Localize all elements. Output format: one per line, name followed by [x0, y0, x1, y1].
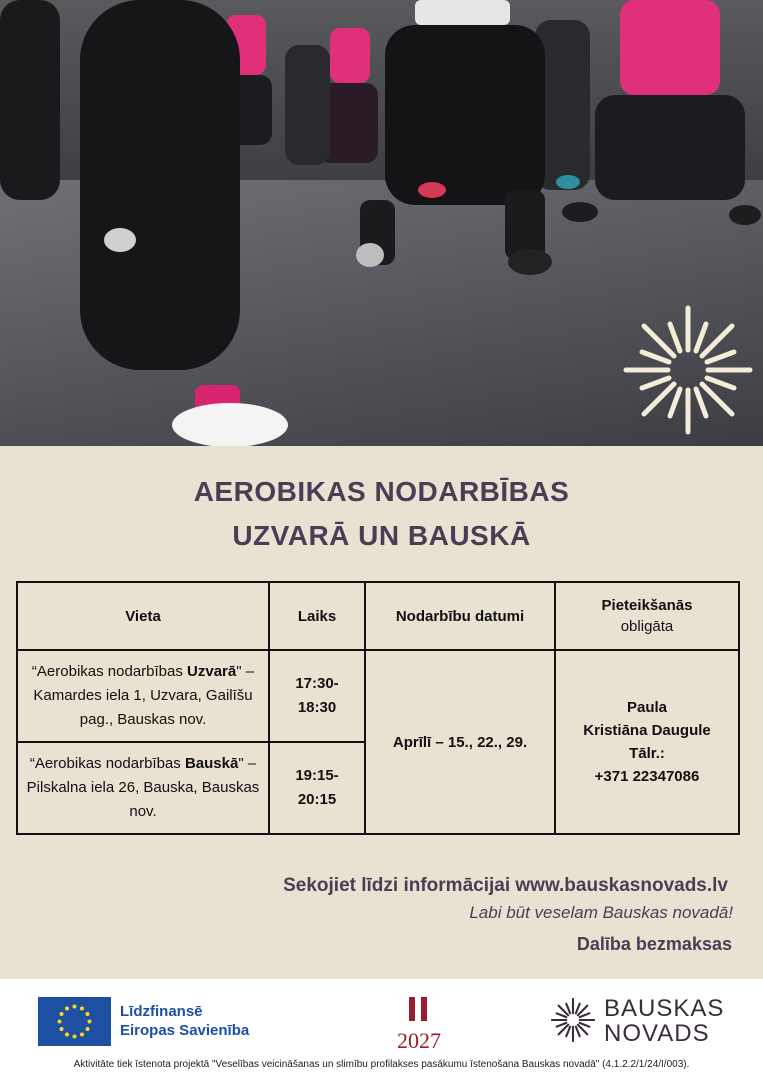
eu-star: [80, 1032, 84, 1036]
header-time: Laiks: [269, 582, 365, 650]
year-logo-text: 2027: [397, 1028, 441, 1053]
eu-line2: Eiropas Savienība: [120, 1022, 250, 1039]
header-registration: [555, 582, 739, 650]
contact-first-name: Paula: [626, 699, 668, 716]
footer: [0, 979, 763, 1080]
eu-star: [80, 1007, 84, 1011]
place-cell-uzvara: [17, 650, 269, 742]
place-cell-bauska: [17, 742, 269, 834]
dates-cell: Aprīlī – 15., 22., 29.: [365, 650, 555, 834]
eu-star: [58, 1020, 62, 1024]
slogan: Labi būt veselam Bauskas novadā!: [469, 903, 733, 922]
eu-star: [85, 1027, 89, 1031]
place-prefix: “Aerobikas nodarbības: [29, 755, 185, 772]
table-row: [17, 650, 739, 742]
header-registration-label: Pieteikšanās: [601, 597, 693, 614]
schedule-table: [16, 581, 740, 835]
sunburst-icon: [620, 302, 756, 438]
free-participation: Dalība bezmaksas: [576, 934, 732, 954]
contact-phone: +371 22347086: [594, 768, 700, 785]
time-end: 20:15: [297, 791, 337, 808]
poster-title-line2: UZVARĀ UN BAUSKĀ: [232, 520, 531, 551]
time-cell-uzvara: [269, 650, 365, 742]
time-end: 18:30: [297, 699, 337, 716]
header-registration-note: obligāta: [620, 618, 674, 635]
eu-star: [88, 1020, 92, 1024]
eu-star: [73, 1005, 77, 1009]
municipality-line2: NOVADS: [604, 1020, 710, 1047]
municipality-name: [604, 996, 724, 1046]
contact-cell: [555, 650, 739, 834]
project-notice: Aktivitāte tiek īstenota projektā "Veselības veicināšanas un slimību profilakses pasākumu īstenošana Bauskas novadā" (4.1.2.2/1/24/I/003).: [73, 1059, 690, 1070]
table-header-row: [17, 582, 739, 650]
municipality-line1: BAUSKAS: [604, 995, 725, 1022]
time-start: 17:30-: [295, 675, 339, 692]
place-prefix: “Aerobikas nodarbības: [31, 663, 188, 680]
follow-info-link[interactable]: Sekojiet līdzi informācijai www.bauskasnovads.lv: [283, 875, 728, 896]
eu-flag-icon: [38, 997, 111, 1046]
eu-star: [60, 1027, 64, 1031]
eu-star: [65, 1007, 69, 1011]
poster-title-line1: AEROBIKAS NODARBĪBAS: [193, 476, 570, 507]
contact-full-name: Kristiāna Daugule: [583, 722, 711, 739]
municipality-sunburst-icon: [550, 997, 596, 1043]
eu-star: [65, 1032, 69, 1036]
place-name: Bauskā: [184, 755, 239, 772]
place-address: " – Kamardes iela 1, Uzvara, Gailīšu pag., Bauskas nov.: [33, 663, 255, 728]
contact-phone-label: Tālr.:: [629, 745, 665, 762]
time-cell-bauska: [269, 742, 365, 834]
eu-star: [60, 1012, 64, 1016]
hero-photo: [0, 0, 763, 446]
latvia-2027-logo: [385, 994, 455, 1054]
header-dates: Nodarbību datumi: [365, 582, 555, 650]
eu-line1: Līdzfinansē: [120, 1003, 203, 1020]
header-place: Vieta: [17, 582, 269, 650]
time-start: 19:15-: [295, 767, 339, 784]
place-name: Uzvarā: [187, 663, 237, 680]
place-address: " – Pilskalna iela 26, Bauska, Bauskas nov.: [26, 755, 260, 820]
eu-star: [73, 1035, 77, 1039]
eu-star: [85, 1012, 89, 1016]
eu-cofunding: [120, 1002, 249, 1040]
